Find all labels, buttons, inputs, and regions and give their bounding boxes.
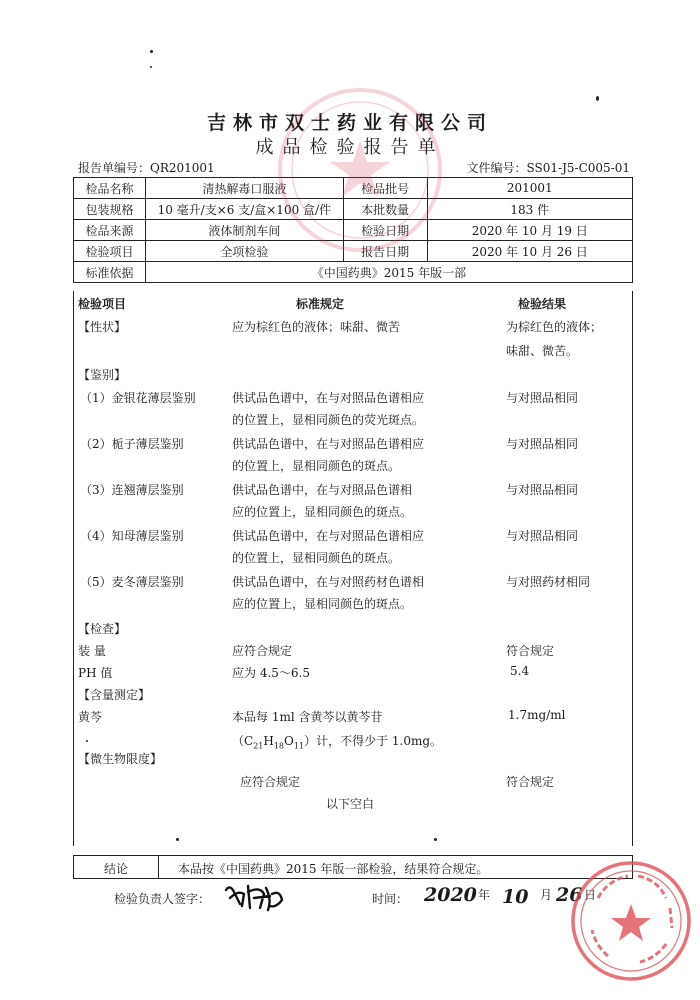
assay-result: 1.7mg/ml [508,708,566,722]
identify-item-result: 与对照药材相同 [506,575,591,589]
identify-item-result: 与对照品相同 [506,391,579,405]
identify-item-name: （3）连翘薄层鉴别 [80,483,184,497]
time-label: 时间： [372,892,409,906]
micro-standard: 应符合规定 [240,775,301,789]
scan-speck [86,740,88,742]
spec-label: 包装规格 [74,199,146,220]
month-unit: 月 [540,888,553,902]
source-label: 检品来源 [74,220,146,241]
identify-item-std-line1: 供试品色谱中，在与对照品色谱相 [232,483,413,497]
qty-value: 183 件 [427,199,632,220]
spec-value: 10 毫升/支×6 支/盒×100 盒/件 [145,199,343,220]
identify-item-std-line1: 供试品色谱中，在与对照品色谱相应 [232,391,425,405]
section-identify: 【鉴别】 [78,368,127,382]
col-header-result: 检验结果 [518,297,567,311]
table-row [74,262,633,283]
formula-close: ）计，不得少于 1.0mg。 [304,734,443,748]
product-name-value: 清热解毒口服液 [145,178,343,199]
identify-item-name: （1）金银花薄层鉴别 [80,391,196,405]
micro-result: 符合规定 [506,775,555,789]
scan-speck [176,838,179,841]
identify-item-std-line2: 应的位置上，显相同颜色的斑点。 [232,505,413,519]
character-result-line2: 味甜、微苦。 [506,344,579,358]
character-standard: 应为棕红色的液体；味甜、微苦 [232,320,401,334]
report-number: 报告单编号：QR201001 [78,161,215,175]
formula-open: （C [232,734,254,748]
test-date-label: 检验日期 [343,220,427,241]
file-number: 文件编号：SS01-J5-C005-01 [466,161,630,175]
assay-standard-line2 [232,732,442,750]
year-unit: 年 [478,888,491,902]
signature-label: 检验负责人签字： [114,892,211,906]
formula-element: H [263,734,274,748]
section-check: 【检查】 [78,622,127,636]
identify-item-std-line1: 供试品色谱中，在与对照品色谱相应 [232,529,425,543]
batch-label: 检品批号 [343,178,427,199]
scan-speck [150,66,152,68]
quality-stamp [568,858,694,984]
basis-value: 《中国药典》2015 年版一部 [145,262,632,283]
identify-item-name: （5）麦冬薄层鉴别 [80,575,184,589]
source-value: 液体制剂车间 [145,220,343,241]
identify-item-result: 与对照品相同 [506,529,579,543]
conclusion-row [73,855,633,879]
batch-value: 201001 [427,178,632,199]
identify-item-result: 与对照品相同 [506,437,579,451]
day-unit: 日 [584,888,597,902]
conclusion-divider [158,856,159,878]
conclusion-text: 本品按《中国药典》2015 年版一部检验，结果符合规定。 [178,862,489,876]
formula-sub: 18 [273,741,285,751]
identify-item-std-line1: 供试品色谱中，在与对照药材色谱相 [232,575,425,589]
scan-speck [150,50,153,53]
character-result-line1: 为棕红色的液体； [506,320,603,334]
check-ph-standard: 应为 4.5～6.5 [232,666,310,680]
conclusion-label: 结论 [104,862,129,876]
identify-item-name: （2）栀子薄层鉴别 [80,437,184,451]
qty-label: 本批数量 [343,199,427,220]
identify-item-std-line2: 应的位置上，显相同颜色的斑点。 [232,597,413,611]
formula-element: O [284,734,294,748]
col-header-standard: 标准规定 [296,297,345,311]
formula-sub: 21 [253,741,264,751]
scan-speck [434,838,437,841]
basis-label: 标准依据 [74,262,146,283]
assay-item-name: 黄芩 [78,710,103,724]
handwritten-day: 26 [556,884,583,906]
identify-item-std-line2: 的位置上，显相同颜色的斑点。 [232,551,401,565]
blank-note: 以下空白 [326,797,375,811]
item-value: 全项检验 [145,241,343,262]
col-header-item: 检验项目 [78,297,127,311]
item-label: 检验项目 [74,241,146,262]
identify-item-result: 与对照品相同 [506,483,579,497]
product-name-label: 检品名称 [74,178,146,199]
check-ph-name: PH 值 [78,666,113,680]
identify-item-name: （4）知母薄层鉴别 [80,529,184,543]
handwritten-month: 10 [502,886,529,908]
section-character: 【性状】 [78,320,127,334]
report-date-label: 报告日期 [343,241,427,262]
identify-item-std-line2: 的位置上，显相同颜色的荧光斑点。 [232,413,425,427]
section-assay: 【含量测定】 [78,688,151,702]
check-ph-result: 5.4 [510,664,530,678]
handwritten-signature [220,880,290,914]
check-fill-name: 装 量 [78,644,106,658]
check-fill-result: 符合规定 [506,644,555,658]
identify-item-std-line1: 供试品色谱中，在与对照品色谱相应 [232,437,425,451]
faded-stamp [270,80,450,260]
check-fill-standard: 应符合规定 [232,644,293,658]
report-date-value: 2020 年 10 月 26 日 [427,241,632,262]
assay-standard-line1: 本品每 1ml 含黄芩以黄芩苷 [232,710,383,724]
section-micro: 【微生物限度】 [78,752,163,766]
company-name: 吉林市双士药业有限公司 [206,112,493,134]
formula-sub: 11 [293,741,305,751]
document-title: 成品检验报告单 [255,137,445,158]
handwritten-year: 2020 [424,884,477,906]
scan-speck [596,96,599,101]
test-date-value: 2020 年 10 月 19 日 [427,220,632,241]
identify-item-std-line2: 的位置上，显相同颜色的斑点。 [232,459,401,473]
